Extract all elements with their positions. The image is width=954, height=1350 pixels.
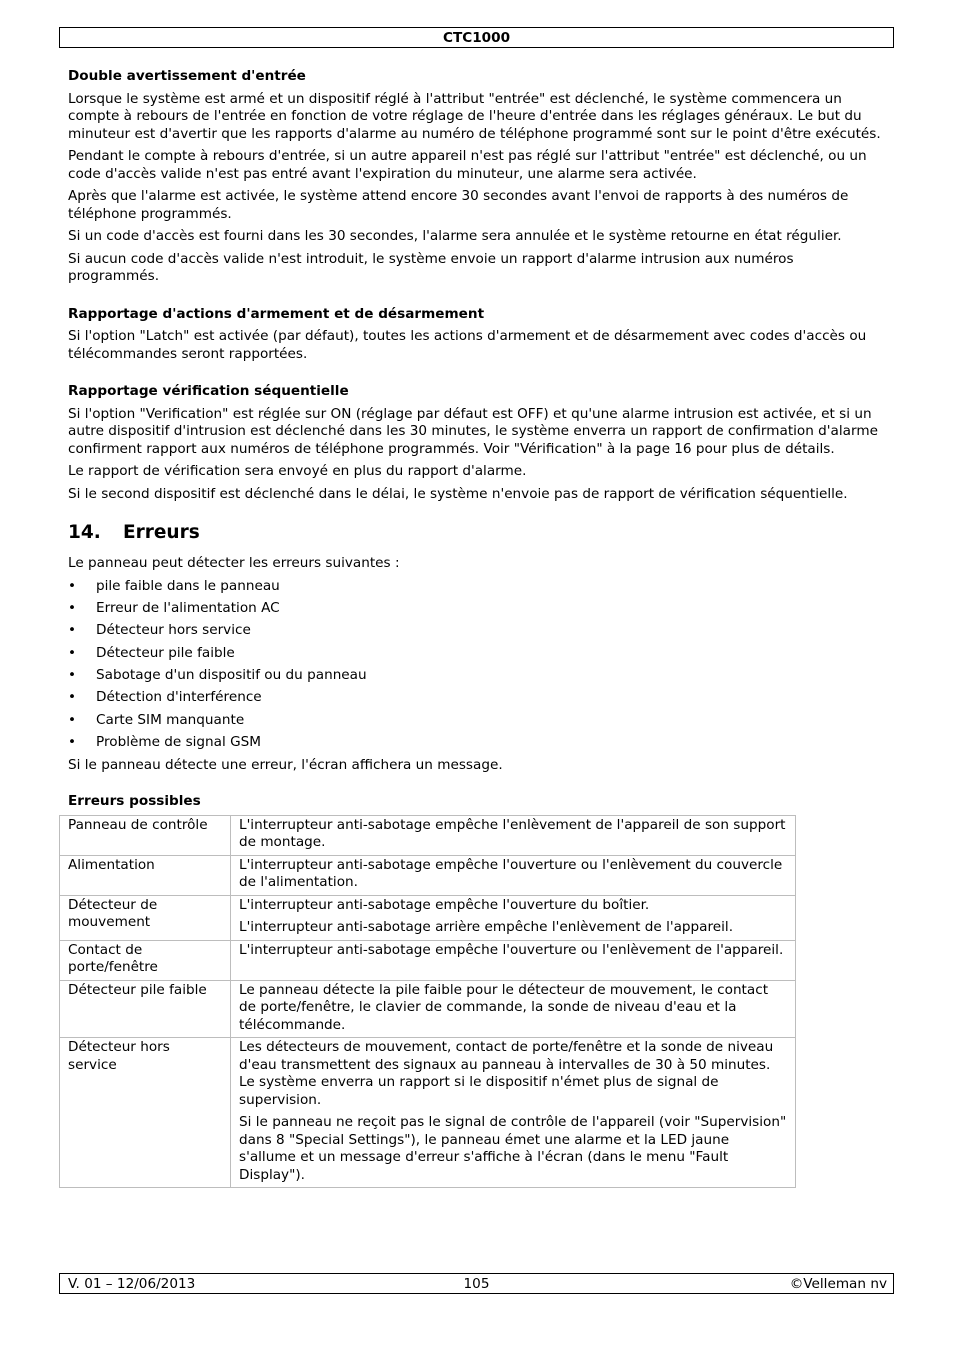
table-row	[60, 1038, 796, 1188]
table-cell-description	[231, 940, 796, 980]
bullet-icon: •	[68, 734, 77, 751]
chapter-heading	[68, 521, 888, 545]
error-list	[68, 578, 888, 752]
list-item-text: Carte SIM manquante	[96, 711, 245, 728]
paragraph: Si le panneau détecte une erreur, l'écran affichera un message.	[68, 756, 503, 773]
table-row	[60, 855, 796, 895]
cell-text: L'interrupteur anti-sabotage empêche l'ouverture du boîtier.	[239, 896, 650, 913]
paragraph: Le panneau peut détecter les erreurs suivantes :	[68, 555, 400, 571]
cell-text: Le panneau détecte la pile faible pour le détecteur de mouvement, le contact de porte/fenêtre, le clavier de commande, la sonde de niveau d'eau et la télécommande.	[239, 981, 769, 1033]
list-item	[68, 734, 888, 752]
page-header	[59, 27, 894, 48]
table-cell-label: Alimentation	[60, 855, 231, 895]
table-row	[60, 815, 796, 855]
page-content	[68, 68, 888, 1188]
table-heading: Erreurs possibles	[68, 793, 201, 810]
bullet-icon: •	[68, 622, 77, 639]
bullet-icon: •	[68, 689, 77, 706]
footer-copyright: ©Velleman nv	[789, 1276, 887, 1292]
table-cell-description	[231, 1038, 796, 1188]
cell-text: Les détecteurs de mouvement, contact de porte/fenêtre et la sonde de niveau d'eau transmettent des signaux au panneau à intervalles de 30 à 50 minutes. Le système enverra un rapport si le dispositif n'émet plus de signal de supervision.	[239, 1039, 774, 1108]
errors-table	[59, 815, 796, 1189]
table-cell-description	[231, 980, 796, 1038]
list-item	[68, 689, 888, 707]
table-cell-description	[231, 855, 796, 895]
paragraph: Pendant le compte à rebours d'entrée, si un autre appareil n'est pas réglé sur l'attribut "entrée" est déclenché, ou un code d'accès valide n'est pas entré avant l'expiration du minuteur, une alarme sera activée.	[68, 148, 867, 182]
list-item	[68, 622, 888, 640]
section-heading-verification-report: Rapportage vérification séquentielle	[68, 383, 349, 399]
footer-page-number: 105	[463, 1276, 490, 1292]
bullet-icon: •	[68, 644, 77, 661]
list-item-text: Problème de signal GSM	[96, 734, 261, 751]
table-cell-description	[231, 815, 796, 855]
footer-version: V. 01 – 12/06/2013	[68, 1276, 196, 1292]
bullet-icon: •	[68, 577, 77, 594]
cell-text: L'interrupteur anti-sabotage empêche l'enlèvement de l'appareil de son support de montage.	[239, 816, 786, 851]
table-cell-description	[231, 895, 796, 940]
cell-text: L'interrupteur anti-sabotage empêche l'ouverture ou l'enlèvement de l'appareil.	[239, 941, 784, 958]
table-cell-label: Détecteur pile faible	[60, 980, 231, 1038]
paragraph: Le rapport de vérification sera envoyé en plus du rapport d'alarme.	[68, 463, 527, 479]
paragraph: Si le second dispositif est déclenché dans le délai, le système n'envoie pas de rapport de vérification séquentielle.	[68, 485, 848, 502]
cell-text: L'interrupteur anti-sabotage empêche l'ouverture ou l'enlèvement du couvercle de l'alimentation.	[239, 856, 783, 891]
table-cell-label: Contact de porte/fenêtre	[60, 940, 231, 980]
chapter-number: 14.	[68, 522, 101, 543]
table-row	[60, 895, 796, 940]
table-row	[60, 940, 796, 980]
document-title: CTC1000	[442, 30, 511, 46]
page-footer	[59, 1273, 894, 1294]
list-item-text: Erreur de l'alimentation AC	[96, 599, 280, 616]
section-heading-entry-warning: Double avertissement d'entrée	[68, 68, 306, 84]
list-item-text: Détecteur hors service	[96, 622, 251, 639]
cell-text: L'interrupteur anti-sabotage arrière empêche l'enlèvement de l'appareil.	[239, 919, 734, 936]
cell-text: Si le panneau ne reçoit pas le signal de contrôle de l'appareil (voir "Supervision" dans 8 "Special Settings"), le panneau émet une alarme et la LED jaune s'allume et un message d'erreur s'affiche à l'écran (dans le menu "Fault Display").	[239, 1114, 787, 1183]
list-item-text: Détecteur pile faible	[96, 644, 235, 661]
table-cell-label: Panneau de contrôle	[60, 815, 231, 855]
paragraph: Lorsque le système est armé et un dispositif réglé à l'attribut "entrée" est déclenché, le système commencera un compte à rebours de l'entrée en fonction de votre réglage de l'heure d'entrée dans les réglages généraux. Le but du minuteur est d'avertir que les rapports d'alarme au numéro de téléphone programmé sont sur le point d'être exécutés.	[68, 90, 881, 142]
paragraph: Si un code d'accès est fourni dans les 30 secondes, l'alarme sera annulée et le système retourne en état régulier.	[68, 228, 842, 244]
list-item	[68, 578, 888, 596]
table-cell-label: Détecteur de mouvement	[60, 895, 231, 940]
paragraph: Si l'option "Latch" est activée (par défaut), toutes les actions d'armement et de désarmement avec codes d'accès ou télécommandes seront rapportées.	[68, 328, 867, 362]
table-cell-label: Détecteur hors service	[60, 1038, 231, 1188]
paragraph: Si l'option "Verification" est réglée sur ON (réglage par défaut est OFF) et qu'une alarme intrusion est activée, et si un autre dispositif d'intrusion est déclenché dans les 30 minutes, le système enverra un rapport de confirmation d'alarme confirment rapport aux numéros de téléphone programmés. Voir "Vérification" à la page 16 pour plus de détails.	[68, 405, 878, 457]
list-item-text: pile faible dans le panneau	[96, 577, 280, 594]
section-heading-arming-report: Rapportage d'actions d'armement et de désarmement	[68, 305, 485, 322]
list-item-text: Détection d'interférence	[96, 689, 262, 706]
list-item	[68, 667, 888, 685]
bullet-icon: •	[68, 599, 77, 616]
bullet-icon: •	[68, 667, 77, 684]
chapter-title: Erreurs	[123, 522, 200, 543]
list-item	[68, 645, 888, 663]
list-item	[68, 712, 888, 730]
paragraph: Après que l'alarme est activée, le système attend encore 30 secondes avant l'envoi de rapports à des numéros de téléphone programmés.	[68, 188, 849, 222]
bullet-icon: •	[68, 711, 77, 728]
list-item	[68, 600, 888, 618]
table-row	[60, 980, 796, 1038]
list-item-text: Sabotage d'un dispositif ou du panneau	[96, 667, 367, 684]
paragraph: Si aucun code d'accès valide n'est introduit, le système envoie un rapport d'alarme intrusion aux numéros programmés.	[68, 250, 794, 284]
